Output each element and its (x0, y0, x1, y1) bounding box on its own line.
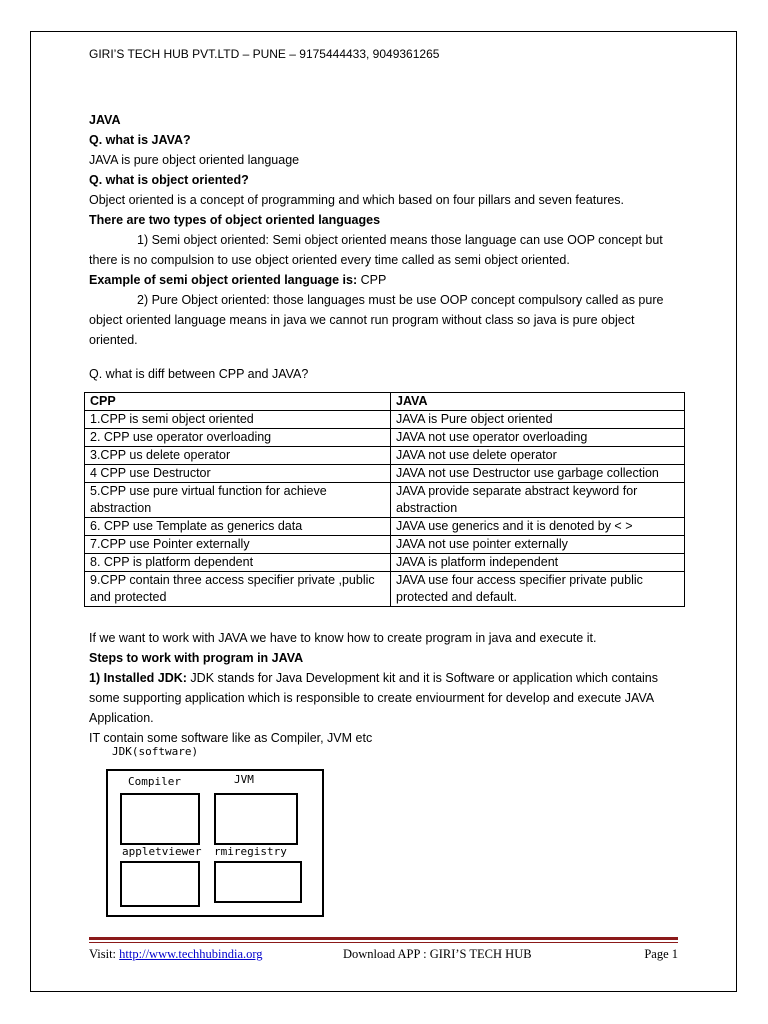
footer-download: Download APP : GIRI’S TECH HUB (343, 947, 532, 961)
example-label: Example of semi object oriented language is: (89, 273, 358, 287)
steps-section (89, 628, 689, 748)
java-cell: JAVA not use operator overloading (391, 429, 685, 447)
cpp-cell: 4 CPP use Destructor (85, 465, 391, 483)
cpp-cell: 1.CPP is semi object oriented (85, 411, 391, 429)
java-cell: JAVA not use Destructor use garbage collection (391, 465, 685, 483)
type-2-continued-2: oriented. (89, 333, 138, 347)
table-row (85, 483, 685, 518)
java-cell: JAVA is Pure object oriented (391, 411, 685, 429)
steps-heading: Steps to work with program in JAVA (89, 651, 304, 665)
table-row (85, 518, 685, 536)
table-row (85, 536, 685, 554)
step-1 (89, 668, 689, 728)
question-3: Q. what is diff between CPP and JAVA? (89, 367, 309, 381)
example-value: CPP (357, 273, 387, 287)
appletviewer-box (120, 861, 200, 907)
step-1-label: 1) Installed JDK: (89, 671, 187, 685)
rmiregistry-box (214, 861, 302, 903)
type-2-text: 2) Pure Object oriented: those languages must be use OOP concept compulsory called as pure (137, 293, 664, 307)
jvm-label: JVM (234, 773, 254, 786)
java-cell: JAVA provide separate abstract keyword for abstraction (391, 483, 685, 518)
answer-1: JAVA is pure object oriented language (89, 153, 300, 167)
question-2: Q. what is object oriented? (89, 173, 249, 187)
table-row (85, 411, 685, 429)
footer-visit (89, 947, 263, 962)
table-row (85, 572, 685, 607)
cpp-cell: 2. CPP use operator overloading (85, 429, 391, 447)
footer-rule (89, 937, 678, 943)
intro-text: If we want to work with JAVA we have to know how to create program in java and execute it. (89, 631, 597, 645)
cpp-cell: 8. CPP is platform dependent (85, 554, 391, 572)
comparison-table (84, 392, 685, 607)
java-cell: JAVA is platform independent (391, 554, 685, 572)
footer-rule-thin (89, 942, 678, 943)
section-heading: JAVA (89, 113, 121, 127)
page-number: Page 1 (644, 947, 678, 961)
type-1-continued: there is no compulsion to use object oriented every time called as semi object oriented. (89, 253, 570, 267)
answer-2: Object oriented is a concept of programming and which based on four pillars and seven features. (89, 193, 625, 207)
cpp-cell: 6. CPP use Template as generics data (85, 518, 391, 536)
cpp-cell: 7.CPP use Pointer externally (85, 536, 391, 554)
table-header-row (85, 393, 685, 411)
table-row (85, 465, 685, 483)
page-header: GIRI’S TECH HUB PVT.LTD – PUNE – 9175444433, 9049361265 (89, 47, 440, 61)
rmiregistry-label: rmiregistry (214, 845, 287, 858)
java-cell: JAVA use generics and it is denoted by < > (391, 518, 685, 536)
java-cell: JAVA not use delete operator (391, 447, 685, 465)
question-1: Q. what is JAVA? (89, 133, 191, 147)
table-header-cpp: CPP (85, 393, 391, 411)
visit-label: Visit: (89, 947, 120, 961)
example-line (89, 270, 689, 290)
contains-text: IT contain some software like as Compiler, JVM etc (89, 731, 373, 745)
footer-rule-thick (89, 937, 678, 940)
types-heading: There are two types of object oriented languages (89, 213, 381, 227)
table-body (85, 411, 685, 607)
step-1-text: JDK stands for Java Development kit and it is Software or application which contains some supporting application which is responsible to create enviourment for develop and execute JAVA Application. (89, 671, 659, 725)
jdk-title: JDK(software) (112, 745, 199, 758)
java-cell: JAVA not use pointer externally (391, 536, 685, 554)
table-row (85, 447, 685, 465)
type-2-continued-1: object oriented language means in java we cannot run program without class so java is pure object (89, 313, 635, 327)
cpp-cell: 9.CPP contain three access specifier private ,public and protected (85, 572, 391, 607)
cpp-cell: 5.CPP use pure virtual function for achieve abstraction (85, 483, 391, 518)
compiler-box (120, 793, 200, 845)
type-1-text: 1) Semi object oriented: Semi object oriented means those language can use OOP concept but (137, 233, 663, 247)
jdk-diagram (96, 745, 336, 925)
website-link[interactable]: http://www.techhubindia.org (119, 947, 263, 961)
java-cell: JAVA use four access specifier private public protected and default. (391, 572, 685, 607)
main-content (89, 110, 689, 384)
table-row (85, 429, 685, 447)
table-row (85, 554, 685, 572)
cpp-cell: 3.CPP us delete operator (85, 447, 391, 465)
jvm-box (214, 793, 298, 845)
compiler-label: Compiler (128, 775, 181, 788)
jdk-box (106, 769, 324, 917)
appletviewer-label: appletviewer (122, 845, 202, 858)
table-header-java: JAVA (391, 393, 685, 411)
